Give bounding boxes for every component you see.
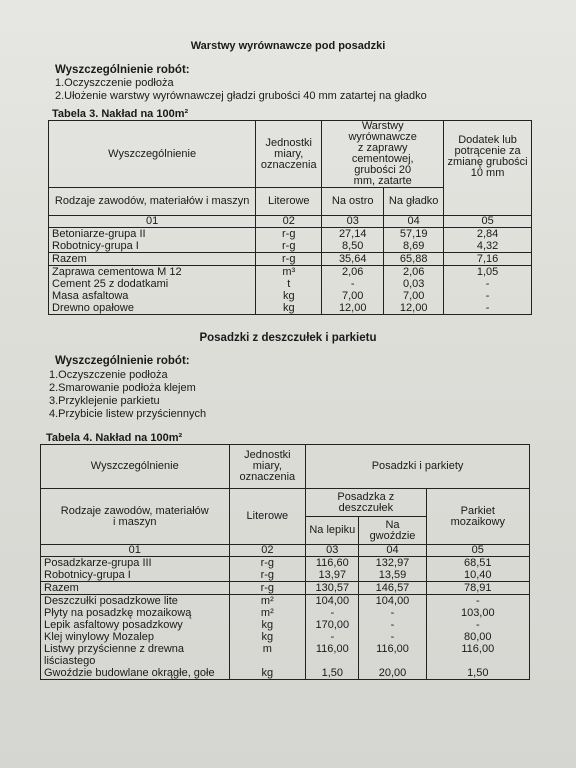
header-spec: Wyszczególnienie	[41, 445, 230, 489]
row-value: -	[444, 278, 532, 290]
table3	[48, 120, 532, 315]
header-spec: Wyszczególnienie	[49, 121, 256, 188]
table-row	[49, 228, 532, 241]
row-value: -	[444, 302, 532, 315]
col-num: 02	[256, 216, 322, 228]
row-value: 13,59	[359, 569, 426, 582]
row-value: -	[359, 607, 426, 619]
header-rough: Na ostro	[322, 188, 384, 216]
row-value: 7,00	[322, 290, 384, 302]
row-unit: r-g	[229, 582, 306, 595]
works-heading-1: Wyszczególnienie robót:	[55, 64, 190, 76]
total-row	[49, 253, 532, 266]
row-value: 1,05	[444, 266, 532, 279]
row-unit: m	[229, 643, 306, 655]
row-name: Deszczułki posadzkowe lite	[41, 595, 230, 608]
row-name: Posadzkarze-grupa III	[41, 557, 230, 570]
row-unit	[229, 655, 306, 667]
row-value: 80,00	[426, 631, 529, 643]
work-item: 2.Ułożenie warstwy wyrównawczej gładzi grubości 40 mm zatartej na gładko	[55, 90, 427, 102]
row-value: 116,60	[306, 557, 359, 570]
works-heading-2: Wyszczególnienie robót:	[55, 355, 190, 367]
header-mosaic: Parkiet mozaikowy	[426, 489, 529, 545]
row-value: 104,00	[306, 595, 359, 608]
row-unit: r-g	[256, 228, 322, 241]
row-name: Gwoździe budowlane okrągłe, gołe	[41, 667, 230, 680]
header-kinds: Rodzaje zawodów, materiałów i maszyn	[41, 489, 230, 545]
header-unit: Jednostki miary, oznaczenia	[256, 121, 322, 188]
row-value: 1,50	[426, 667, 529, 680]
row-value: 116,00	[306, 643, 359, 655]
row-name: liściastego	[41, 655, 230, 667]
row-value: 13,97	[306, 569, 359, 582]
row-unit: r-g	[256, 253, 322, 266]
row-unit: m³	[256, 266, 322, 279]
row-value: 146,57	[359, 582, 426, 595]
row-value: 103,00	[426, 607, 529, 619]
table-row	[41, 655, 530, 667]
work-item: 3.Przyklejenie parkietu	[49, 395, 160, 407]
header-nails: Na gwoździe	[359, 517, 426, 545]
row-name: Klej winylowy Mozalep	[41, 631, 230, 643]
table-row	[41, 667, 530, 680]
table-row	[41, 631, 530, 643]
row-value: -	[359, 619, 426, 631]
row-value: 10,40	[426, 569, 529, 582]
row-unit: r-g	[256, 240, 322, 253]
table-row	[49, 302, 532, 315]
row-name: Masa asfaltowa	[49, 290, 256, 302]
row-value: 2,06	[322, 266, 384, 279]
row-name: Zaprawa cementowa M 12	[49, 266, 256, 279]
row-value: 8,50	[322, 240, 384, 253]
table3-label: Tabela 3. Nakład na 100m²	[52, 108, 189, 120]
row-value: 7,16	[444, 253, 532, 266]
row-name: Płyty na posadzkę mozaikową	[41, 607, 230, 619]
col-num: 05	[444, 216, 532, 228]
col-num: 04	[384, 216, 444, 228]
row-value	[306, 655, 359, 667]
header-unit: Jednostki miary, oznaczenia	[229, 445, 306, 489]
row-value: 35,64	[322, 253, 384, 266]
table-row	[41, 557, 530, 570]
row-unit: m²	[229, 607, 306, 619]
header-extra: Dodatek lub potrącenie za zmianę grubości 10 mm	[444, 121, 532, 216]
header-strip: Posadzka z deszczułek	[306, 489, 426, 517]
work-item: 4.Przybicie listew przyściennych	[49, 408, 207, 420]
section-title: Posadzki z deszczułek i parkietu	[199, 332, 377, 344]
col-num: 01	[41, 545, 230, 557]
col-num: 02	[229, 545, 306, 557]
row-value: -	[306, 631, 359, 643]
row-name: Cement 25 z dodatkami	[49, 278, 256, 290]
row-unit: kg	[229, 631, 306, 643]
table-row	[49, 290, 532, 302]
table-row	[41, 619, 530, 631]
row-unit: kg	[256, 290, 322, 302]
table-row	[49, 240, 532, 253]
header-kinds: Rodzaje zawodów, materiałów i maszyn	[49, 188, 256, 216]
row-value: 57,19	[384, 228, 444, 241]
header-literowe: Literowe	[256, 188, 322, 216]
row-value: 78,91	[426, 582, 529, 595]
row-name: Listwy przyścienne z drewna	[41, 643, 230, 655]
header-literowe: Literowe	[229, 489, 306, 545]
col-num: 05	[426, 545, 529, 557]
table-row	[41, 595, 530, 608]
row-value: 12,00	[322, 302, 384, 315]
table4-label: Tabela 4. Nakład na 100m²	[46, 432, 183, 444]
row-value: 12,00	[384, 302, 444, 315]
row-value: 132,97	[359, 557, 426, 570]
row-value: 2,06	[384, 266, 444, 279]
col-num: 04	[359, 545, 426, 557]
work-item: 2.Smarowanie podłoża klejem	[49, 382, 196, 394]
row-name: Robotnicy-grupa I	[41, 569, 230, 582]
work-item: 1.Oczyszczenie podłoża	[49, 369, 168, 381]
row-name: Drewno opałowe	[49, 302, 256, 315]
row-value: 170,00	[306, 619, 359, 631]
row-name: Betoniarze-grupa II	[49, 228, 256, 241]
row-value	[426, 655, 529, 667]
row-value: -	[306, 607, 359, 619]
header-layers: Warstwy wyrównawcze z zaprawy cementowej, grubości 20 mm, zatarte	[322, 121, 444, 188]
row-name: Razem	[49, 253, 256, 266]
row-value: 104,00	[359, 595, 426, 608]
row-value: 116,00	[426, 643, 529, 655]
page-title: Warstwy wyrównawcze pod posadzki	[190, 40, 386, 52]
row-value: 4,32	[444, 240, 532, 253]
row-value: 130,57	[306, 582, 359, 595]
row-name: Robotnicy-grupa I	[49, 240, 256, 253]
row-value: -	[359, 631, 426, 643]
total-row	[41, 582, 530, 595]
row-name: Lepik asfaltowy posadzkowy	[41, 619, 230, 631]
row-value: -	[426, 619, 529, 631]
row-value: 20,00	[359, 667, 426, 680]
row-value: -	[322, 278, 384, 290]
row-unit: r-g	[229, 557, 306, 570]
row-unit: r-g	[229, 569, 306, 582]
row-value: 65,88	[384, 253, 444, 266]
table-row	[41, 569, 530, 582]
row-value: -	[426, 595, 529, 608]
row-value: 27,14	[322, 228, 384, 241]
row-value	[359, 655, 426, 667]
row-unit: m²	[229, 595, 306, 608]
col-num: 03	[306, 545, 359, 557]
work-item: 1.Oczyszczenie podłoża	[55, 77, 174, 89]
table-row	[49, 266, 532, 279]
row-unit: kg	[229, 667, 306, 680]
header-glue: Na lepiku	[306, 517, 359, 545]
row-name: Razem	[41, 582, 230, 595]
header-floors: Posadzki i parkiety	[306, 445, 530, 489]
col-num: 01	[49, 216, 256, 228]
row-unit: kg	[256, 302, 322, 315]
row-value: -	[444, 290, 532, 302]
row-unit: kg	[229, 619, 306, 631]
row-value: 68,51	[426, 557, 529, 570]
table-row	[49, 278, 532, 290]
col-num: 03	[322, 216, 384, 228]
row-value: 2,84	[444, 228, 532, 241]
row-value: 0,03	[384, 278, 444, 290]
row-value: 116,00	[359, 643, 426, 655]
row-value: 8,69	[384, 240, 444, 253]
table-row	[41, 607, 530, 619]
table4	[40, 444, 530, 680]
row-unit: t	[256, 278, 322, 290]
row-value: 1,50	[306, 667, 359, 680]
header-smooth: Na gładko	[384, 188, 444, 216]
row-value: 7,00	[384, 290, 444, 302]
table-row	[41, 643, 530, 655]
